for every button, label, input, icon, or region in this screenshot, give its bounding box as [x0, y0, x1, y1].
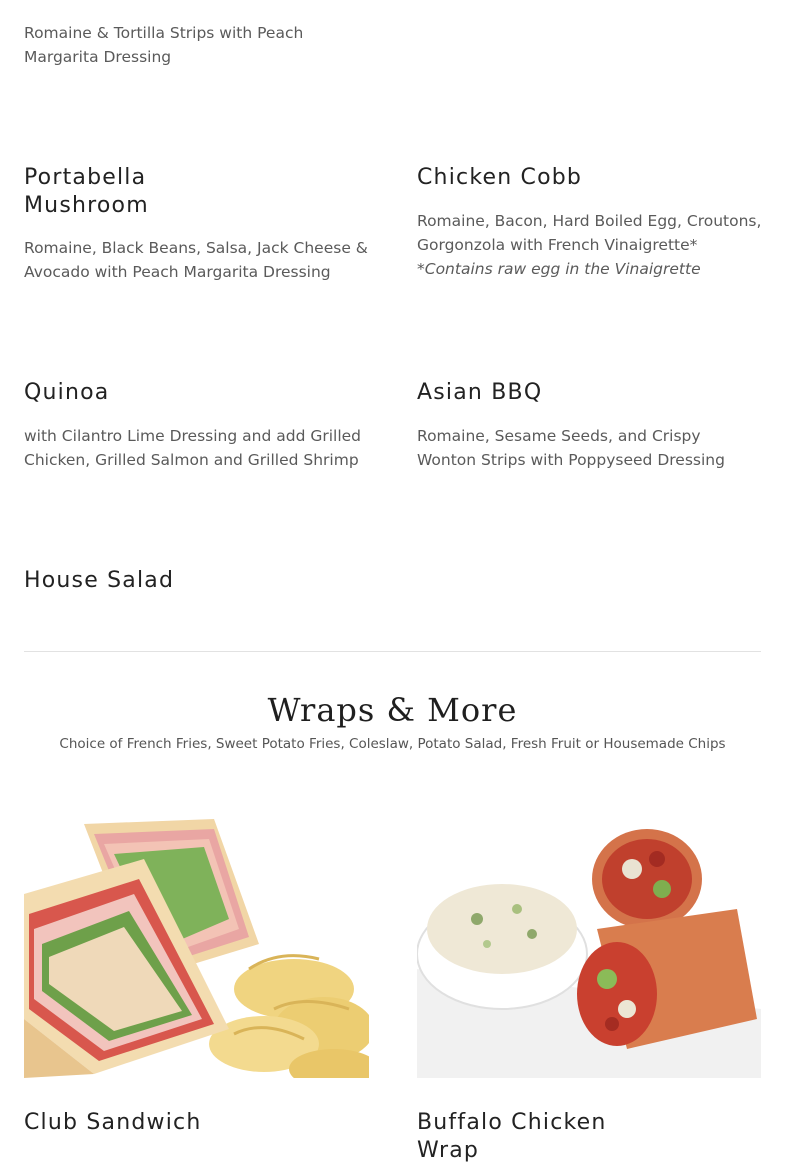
club-sandwich-photo: [24, 819, 369, 1078]
buffalo-wrap-title-line1: Buffalo Chicken: [417, 1110, 607, 1135]
portabella-title-line2: Mushroom: [24, 193, 149, 218]
buffalo-wrap-title-line2: Wrap: [417, 1138, 480, 1163]
buffalo-wrap-title: [417, 1109, 667, 1165]
asian-bbq-title: Asian BBQ: [417, 380, 543, 405]
house-salad-title: House Salad: [24, 568, 175, 593]
chicken-cobb-description: [417, 209, 762, 281]
salad-item-description: Romaine & Tortilla Strips with Peach Margarita Dressing: [24, 24, 304, 66]
buffalo-wrap-photo: [417, 819, 761, 1078]
section-subtitle: Choice of French Fries, Sweet Potato Fries, Coleslaw, Potato Salad, Fresh Fruit or Housemade Chips: [59, 736, 726, 752]
portabella-description: Romaine, Black Beans, Salsa, Jack Cheese & Avocado with Peach Margarita Dressing: [24, 239, 368, 281]
raw-egg-note: *Contains raw egg in the Vinaigrette: [417, 260, 701, 278]
asian-bbq-description: Romaine, Sesame Seeds, and Crispy Wonton Strips with Poppyseed Dressing: [417, 427, 725, 469]
chicken-cobb-title: Chicken Cobb: [417, 165, 583, 190]
portabella-title-line1: Portabella: [24, 165, 147, 190]
section-divider: [24, 651, 761, 652]
quinoa-description: with Cilantro Lime Dressing and add Grilled Chicken, Grilled Salmon and Grilled Shrimp: [24, 427, 362, 469]
chicken-cobb-desc-text: Romaine, Bacon, Hard Boiled Egg, Croutons, Gorgonzola with French Vinaigrette*: [417, 212, 762, 254]
portabella-title: [24, 164, 224, 220]
section-title: Wraps & More: [267, 691, 518, 729]
club-sandwich-title: Club Sandwich: [24, 1110, 202, 1135]
quinoa-title: Quinoa: [24, 380, 110, 405]
